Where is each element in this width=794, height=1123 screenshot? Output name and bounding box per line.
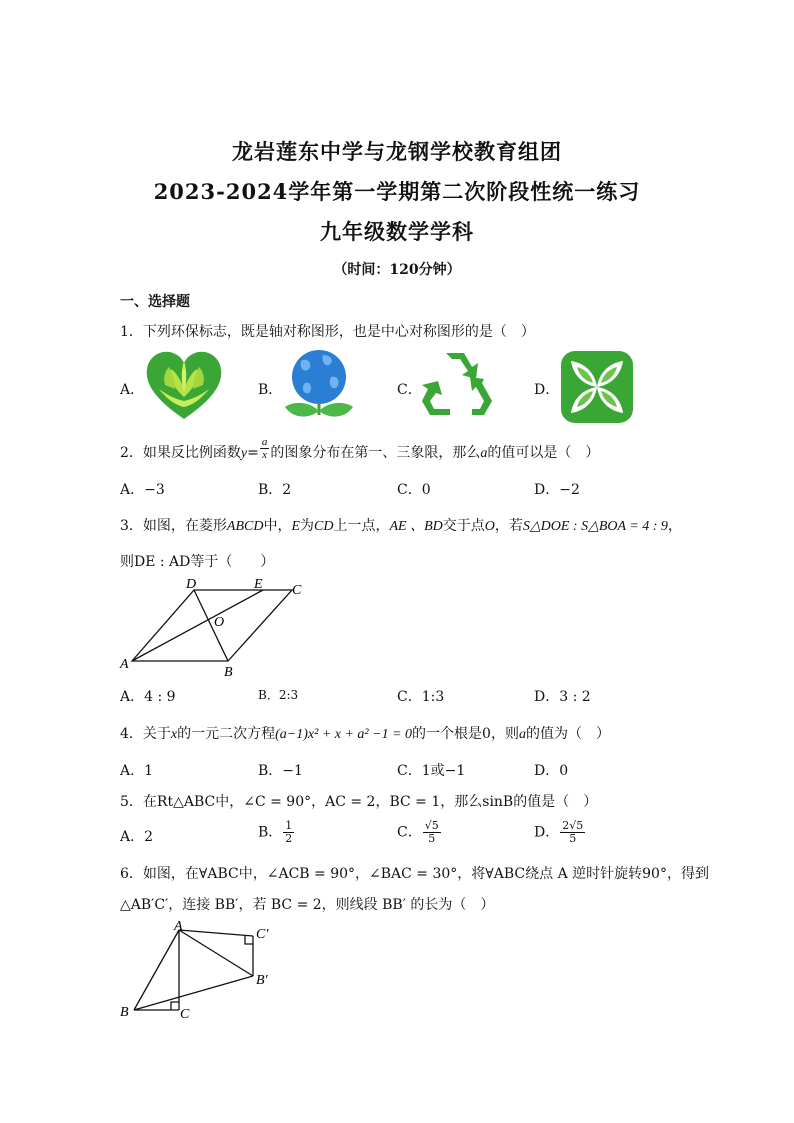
q6-label-b: B bbox=[120, 1005, 129, 1020]
q5-d-den: 5 bbox=[569, 832, 577, 845]
q3-label-e: E bbox=[254, 577, 263, 592]
q3-label-c: C bbox=[292, 583, 302, 598]
four-leaf-logo-icon bbox=[559, 349, 635, 429]
section-heading: 一、选择题 bbox=[120, 294, 190, 310]
q3-option-c: C．1:3 bbox=[397, 689, 445, 705]
q3-mid5: ，若 bbox=[494, 518, 523, 534]
question-5-stem: 5．在Rt△ABC中，∠C = 90°，AC = 2，BC = 1，那么sinB的值是（ ） bbox=[120, 794, 598, 810]
q2-option-c: C．0 bbox=[397, 482, 431, 498]
q2-tail: 的值可以是（ ） bbox=[487, 445, 600, 461]
q5-option-a: A．2 bbox=[120, 829, 154, 845]
q3-ratio: S△DOE : S△BOA = 4 : 9 bbox=[522, 519, 668, 534]
q5-option-b bbox=[258, 820, 295, 845]
q3-option-a: A．4 : 9 bbox=[120, 689, 176, 705]
q1-option-b-label: B． bbox=[258, 382, 283, 398]
q5-d-num: 2√5 bbox=[562, 819, 584, 832]
q6-label-b-prime: B′ bbox=[256, 973, 268, 988]
q3-mid3: 上一点， bbox=[333, 518, 390, 534]
rhombus-figure bbox=[118, 574, 318, 686]
question-6-line2: △AB′C′，连接 BB′，若 BC = 2，则线段 BB′ 的长为（ ） bbox=[120, 897, 495, 913]
globe-plant-logo-icon bbox=[281, 347, 357, 429]
q3-option-b: B．2:3 bbox=[258, 688, 299, 702]
q3-mid1: 中， bbox=[263, 518, 292, 534]
q3-ae-bd: AE 、BD bbox=[389, 519, 443, 534]
q3-cd: CD bbox=[314, 519, 334, 534]
q2-frac-num: a bbox=[261, 435, 268, 448]
q3-mid4: 交于点 bbox=[442, 518, 485, 534]
rotation-figure bbox=[116, 918, 286, 1026]
q6-label-c: C bbox=[180, 1007, 190, 1022]
q4-pre: 4．关于 bbox=[120, 726, 171, 742]
q3-abcd: ABCD bbox=[226, 519, 264, 534]
q5-option-c-label: C． bbox=[397, 824, 422, 841]
q1-option-d-label: D． bbox=[534, 382, 560, 398]
q3-e: E bbox=[291, 519, 301, 534]
q3-end: ， bbox=[667, 518, 682, 534]
question-6-line1: 6．如图，在∀ABC中，∠ACB = 90°，∠BAC = 30°，将∀ABC绕点 A 逆时针旋转90°，得到 bbox=[120, 866, 709, 882]
q3-pre: 3．如图，在菱形 bbox=[120, 518, 227, 534]
q4-option-b: B．−1 bbox=[258, 763, 303, 779]
q4-option-c: C．1或−1 bbox=[397, 763, 466, 779]
q3-label-o: O bbox=[214, 615, 225, 630]
q4-mid: 的一元二次方程 bbox=[177, 726, 276, 742]
recycle-logo-icon bbox=[420, 349, 496, 425]
q3-label-d: D bbox=[186, 577, 197, 592]
q4-equation: (a−1)x² + x + a² −1 = 0 bbox=[275, 727, 413, 742]
heart-leaves-logo-icon bbox=[145, 349, 223, 425]
question-1-stem: 1．下列环保标志，既是轴对称图形，也是中心对称图形的是（ ） bbox=[120, 324, 535, 340]
q3-label-b: B bbox=[224, 665, 233, 680]
q2-option-d: D．−2 bbox=[534, 482, 580, 498]
q5-c-num: √5 bbox=[424, 819, 439, 832]
q6-label-a: A bbox=[174, 919, 183, 934]
q2-post: 的图象分布在第一、三象限，那么 bbox=[270, 445, 481, 461]
question-3-line1 bbox=[120, 515, 682, 535]
q4-option-a: A．1 bbox=[120, 763, 154, 779]
exam-time: （时间：120分钟） bbox=[333, 262, 461, 278]
q5-option-b-label: B． bbox=[258, 824, 283, 841]
q4-x: x bbox=[170, 727, 178, 742]
q6-label-c-prime: C′ bbox=[256, 927, 269, 942]
q5-option-d bbox=[534, 820, 586, 845]
q4-tail: 的值为（ ） bbox=[525, 726, 610, 742]
q2-pre: 2．如果反比例函数 bbox=[120, 445, 241, 461]
q2-frac-den: x bbox=[262, 448, 268, 461]
q5-b-den: 2 bbox=[285, 832, 293, 845]
school-title: 龙岩莲东中学与龙钢学校教育组团 bbox=[232, 139, 562, 164]
q5-c-den: 5 bbox=[428, 832, 436, 845]
q4-a: a bbox=[518, 727, 526, 742]
q5-b-num: 1 bbox=[285, 819, 293, 832]
q4-option-d: D．0 bbox=[534, 763, 569, 779]
q2-var: a bbox=[480, 446, 488, 461]
question-3-line2: 则DE : AD等于（ ） bbox=[120, 554, 275, 570]
q3-option-d: D．3 : 2 bbox=[534, 689, 591, 705]
question-2-stem bbox=[120, 435, 600, 462]
subject-title: 九年级数学学科 bbox=[320, 219, 474, 244]
q2-option-b: B．2 bbox=[258, 482, 292, 498]
q3-o: O bbox=[484, 519, 495, 534]
q3-mid2: 为 bbox=[300, 518, 315, 534]
q2-option-a: A．−3 bbox=[120, 482, 165, 498]
q2-fn-y: y bbox=[240, 446, 248, 461]
q5-option-c bbox=[397, 820, 442, 845]
q1-option-a-label: A． bbox=[120, 382, 145, 398]
q3-label-a: A bbox=[120, 657, 129, 672]
q5-option-d-label: D． bbox=[534, 824, 560, 841]
term-title: 2023-2024学年第一学期第二次阶段性统一练习 bbox=[153, 179, 641, 204]
q2-eq: = bbox=[247, 445, 259, 461]
q4-post: 的一个根是0，则 bbox=[412, 726, 519, 742]
q1-option-c-label: C． bbox=[397, 382, 422, 398]
question-4-stem bbox=[120, 723, 610, 743]
